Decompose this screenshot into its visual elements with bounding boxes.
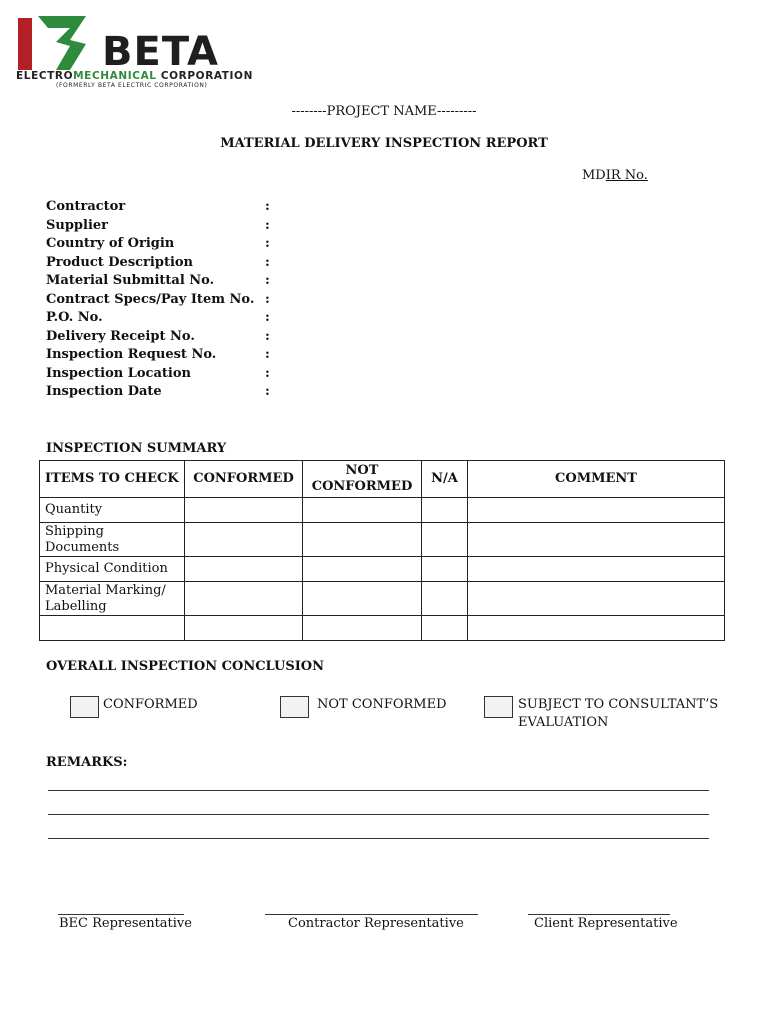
field-colon: : bbox=[265, 384, 270, 399]
field-colon: : bbox=[265, 366, 270, 381]
conformed-cell[interactable] bbox=[185, 582, 303, 616]
conformed-checkbox[interactable] bbox=[70, 696, 99, 718]
na-cell[interactable] bbox=[422, 557, 468, 582]
item-cell: Shipping Documents bbox=[40, 523, 185, 557]
field-colon: : bbox=[265, 255, 270, 270]
bec-signature-line[interactable] bbox=[58, 914, 184, 915]
conformed-cell[interactable] bbox=[185, 557, 303, 582]
comment-cell[interactable] bbox=[468, 557, 725, 582]
client-representative-label: Client Representative bbox=[534, 916, 678, 931]
table-row bbox=[40, 557, 725, 582]
comment-cell[interactable] bbox=[468, 582, 725, 616]
not-conformed-cell[interactable] bbox=[303, 498, 422, 523]
logo-wordmark: BETA bbox=[102, 29, 219, 75]
field-label-product-description: Product Description bbox=[46, 255, 194, 270]
consultant-evaluation-checkbox[interactable] bbox=[484, 696, 513, 718]
header-items-to-check: ITEMS TO CHECK bbox=[40, 461, 185, 498]
header-conformed: CONFORMED bbox=[185, 461, 303, 498]
comment-cell[interactable] bbox=[468, 498, 725, 523]
field-label-inspection-location: Inspection Location bbox=[46, 366, 191, 381]
table-row bbox=[40, 616, 725, 641]
item-cell: Physical Condition bbox=[40, 557, 185, 582]
remarks-label: REMARKS: bbox=[46, 755, 128, 770]
table-row bbox=[40, 523, 725, 557]
item-cell: Quantity bbox=[40, 498, 185, 523]
field-label-contract-specs: Contract Specs/Pay Item No. bbox=[46, 292, 255, 307]
consultant-evaluation-option-label: SUBJECT TO CONSULTANT’S EVALUATION bbox=[518, 697, 719, 730]
conformed-cell[interactable] bbox=[185, 616, 303, 641]
field-colon: : bbox=[265, 236, 270, 251]
inspection-summary-table bbox=[39, 460, 725, 641]
comment-cell[interactable] bbox=[468, 616, 725, 641]
not-conformed-option-label: NOT CONFORMED bbox=[317, 697, 447, 712]
header-comment: COMMENT bbox=[468, 461, 725, 498]
header-not-conformed: NOT CONFORMED bbox=[303, 461, 422, 498]
field-label-delivery-receipt: Delivery Receipt No. bbox=[46, 329, 195, 344]
field-colon: : bbox=[265, 273, 270, 288]
table-row bbox=[40, 582, 725, 616]
contractor-signature-line[interactable] bbox=[265, 914, 478, 915]
client-signature-line[interactable] bbox=[528, 914, 670, 915]
na-cell[interactable] bbox=[422, 498, 468, 523]
item-cell[interactable] bbox=[40, 616, 185, 641]
not-conformed-cell[interactable] bbox=[303, 582, 422, 616]
na-cell[interactable] bbox=[422, 523, 468, 557]
remarks-line[interactable] bbox=[48, 790, 709, 791]
conformed-option-label: CONFORMED bbox=[103, 697, 198, 712]
remarks-line[interactable] bbox=[48, 814, 709, 815]
field-label-contractor: Contractor bbox=[46, 199, 126, 214]
field-colon: : bbox=[265, 329, 270, 344]
field-label-supplier: Supplier bbox=[46, 218, 109, 233]
not-conformed-cell[interactable] bbox=[303, 557, 422, 582]
inspection-summary-title: INSPECTION SUMMARY bbox=[46, 441, 227, 456]
conformed-cell[interactable] bbox=[185, 498, 303, 523]
not-conformed-cell[interactable] bbox=[303, 616, 422, 641]
field-colon: : bbox=[265, 347, 270, 362]
report-title: MATERIAL DELIVERY INSPECTION REPORT bbox=[220, 136, 548, 151]
logo-formerly-text: (FORMERLY BETA ELECTRIC CORPORATION) bbox=[56, 82, 208, 89]
conclusion-title: OVERALL INSPECTION CONCLUSION bbox=[46, 659, 325, 674]
field-label-country-of-origin: Country of Origin bbox=[46, 236, 175, 251]
comment-cell[interactable] bbox=[468, 523, 725, 557]
field-colon: : bbox=[265, 292, 270, 307]
remarks-line[interactable] bbox=[48, 838, 709, 839]
table-row bbox=[40, 498, 725, 523]
field-label-inspection-date: Inspection Date bbox=[46, 384, 162, 399]
project-name: --------PROJECT NAME--------- bbox=[291, 104, 477, 119]
not-conformed-checkbox[interactable] bbox=[280, 696, 309, 718]
not-conformed-cell[interactable] bbox=[303, 523, 422, 557]
mdir-number: MDIR No. bbox=[582, 168, 648, 183]
na-cell[interactable] bbox=[422, 582, 468, 616]
item-cell: Material Marking/ Labelling bbox=[40, 582, 185, 616]
conformed-cell[interactable] bbox=[185, 523, 303, 557]
field-colon: : bbox=[265, 218, 270, 233]
na-cell[interactable] bbox=[422, 616, 468, 641]
bec-representative-label: BEC Representative bbox=[59, 916, 192, 931]
contractor-representative-label: Contractor Representative bbox=[288, 916, 464, 931]
field-colon: : bbox=[265, 199, 270, 214]
beta-logo-mark-icon bbox=[16, 14, 100, 72]
table-header-row bbox=[40, 461, 725, 498]
field-label-material-submittal: Material Submittal No. bbox=[46, 273, 215, 288]
field-label-inspection-request: Inspection Request No. bbox=[46, 347, 217, 362]
header-na: N/A bbox=[422, 461, 468, 498]
field-colon: : bbox=[265, 310, 270, 325]
field-label-po-no: P.O. No. bbox=[46, 310, 103, 325]
company-logo bbox=[14, 12, 270, 92]
logo-company-name: ELECTROMECHANICAL CORPORATION bbox=[16, 70, 253, 82]
